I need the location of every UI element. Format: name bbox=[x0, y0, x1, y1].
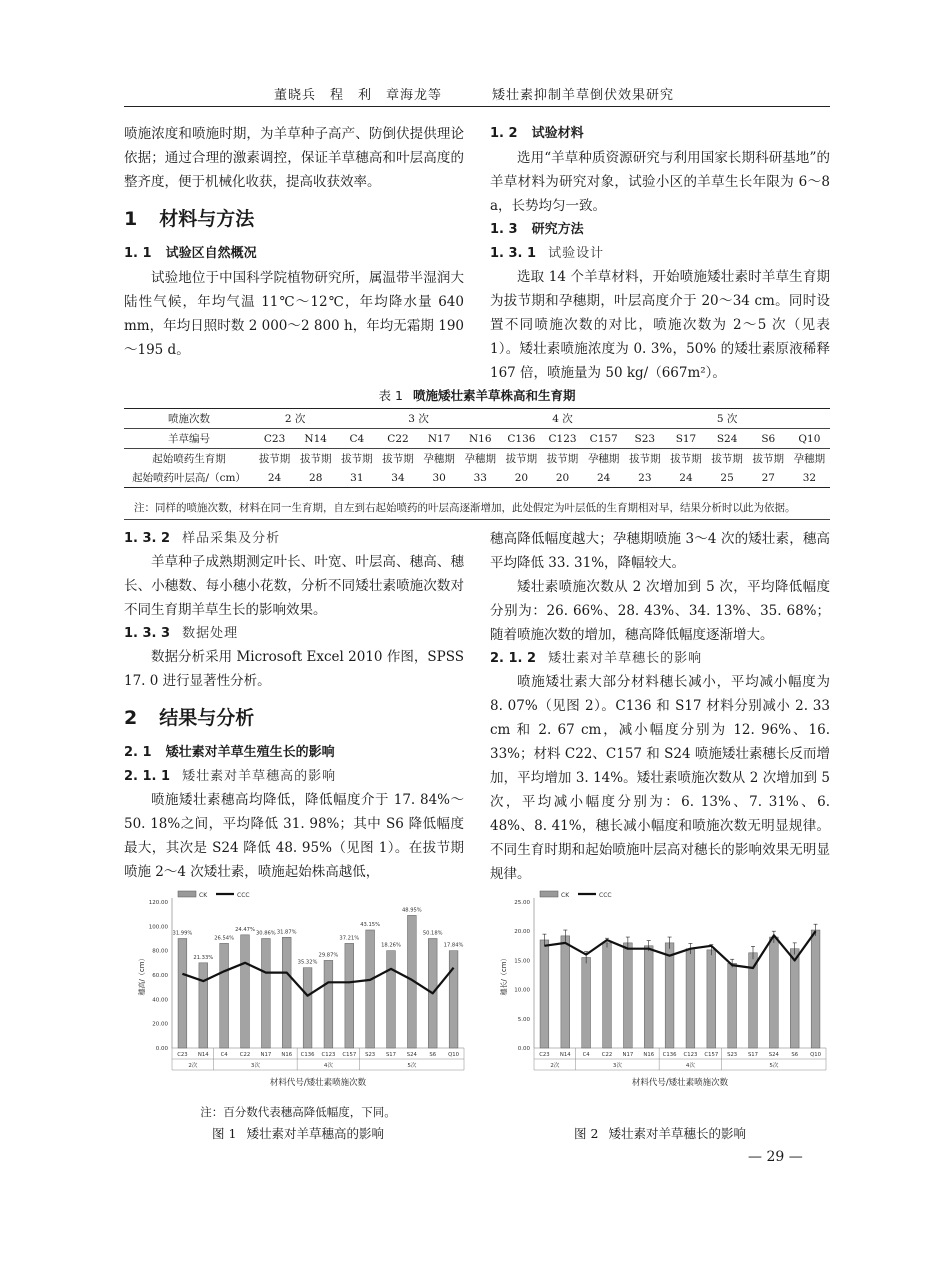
table-cell: C4 bbox=[336, 429, 377, 449]
bar-ck bbox=[303, 968, 312, 1048]
x-tick-label: S23 bbox=[727, 1052, 738, 1058]
x-axis-label: 材料代号/矮壮素喷施次数 bbox=[269, 1078, 367, 1088]
section-number: 1. 3. 1 bbox=[490, 246, 537, 261]
table-cell: 孕穗期 bbox=[464, 453, 497, 465]
section-number: 1. 2 bbox=[490, 126, 518, 141]
y-tick-label: 100.00 bbox=[148, 924, 168, 931]
section-number: 1 bbox=[124, 208, 138, 230]
section-1-heading bbox=[124, 204, 464, 234]
row-header: 羊草编号 bbox=[124, 429, 254, 449]
x-tick-label: N16 bbox=[643, 1052, 655, 1058]
paragraph: 喷施矮壮素穗高均降低，降低幅度介于 17. 84%～50. 18%之间，平均降低 31. 98%；其中 S6 降低幅度最大，其次是 S24 降低 48. 95%（见图 1）。在拔节期喷施 2～4 次矮壮素，喷施起始株高越低， bbox=[124, 792, 464, 880]
table-cell: 拔节期 bbox=[711, 453, 743, 465]
bar-data-label: 48.95% bbox=[401, 907, 422, 914]
running-header bbox=[124, 82, 830, 107]
x-tick-label: C4 bbox=[582, 1052, 590, 1058]
table-cell: C22 bbox=[377, 429, 418, 449]
table-row bbox=[124, 468, 830, 488]
table-cell: N17 bbox=[419, 429, 460, 449]
table-cell: 拔节期 bbox=[258, 453, 291, 465]
section-title: 试验设计 bbox=[548, 246, 605, 261]
table-cell: C157 bbox=[583, 429, 624, 449]
bar-data-label: 50.18% bbox=[422, 930, 443, 937]
group-label: 5次 bbox=[407, 1063, 417, 1069]
y-tick-label: 15.00 bbox=[514, 958, 530, 965]
bar-ck bbox=[178, 939, 187, 1049]
bar-data-label: 17.84% bbox=[443, 942, 464, 949]
table-cell: C123 bbox=[542, 429, 583, 449]
figure-2 bbox=[490, 886, 830, 1105]
table-row bbox=[124, 449, 830, 469]
x-tick-label: S24 bbox=[406, 1052, 417, 1058]
x-tick-label: C23 bbox=[539, 1052, 550, 1058]
bar-data-label: 26.54% bbox=[214, 935, 235, 942]
group-label: 4次 bbox=[323, 1063, 333, 1069]
bar-ck bbox=[728, 963, 737, 1048]
group-label: 2次 bbox=[550, 1063, 560, 1069]
table-title-text: 喷施矮壮素羊草株高和生育期 bbox=[412, 388, 576, 403]
bar-data-label: 24.47% bbox=[235, 926, 255, 933]
bar-data-label: 37.21% bbox=[339, 935, 360, 942]
section-title: 研究方法 bbox=[531, 222, 584, 237]
x-tick-label: S17 bbox=[385, 1052, 397, 1058]
section-number: 1. 3. 3 bbox=[124, 626, 171, 641]
y-tick-label: 0.00 bbox=[155, 1046, 168, 1052]
x-tick-label: C136 bbox=[300, 1052, 315, 1058]
chart-2 bbox=[490, 886, 830, 1101]
x-tick-label: N16 bbox=[281, 1052, 293, 1058]
page-number: — 29 — bbox=[748, 1149, 803, 1165]
left-column-top bbox=[124, 122, 464, 362]
paragraph: 矮壮素喷施次数从 2 次增加到 5 次，平均降低幅度分别为：26. 66%、28. 43%、34. 13%、35. 68%；随着喷施次数的增加，穗高降低幅度逐渐增大。 bbox=[490, 579, 830, 643]
table-cell: 拔节期 bbox=[299, 453, 332, 465]
bar-ck bbox=[790, 949, 799, 1048]
table-cell: 33 bbox=[473, 471, 487, 484]
table-cell: C136 bbox=[501, 429, 542, 449]
table-cell: 20 bbox=[514, 471, 529, 484]
table-note: 注：同样的喷施次数，材料在同一生育期，自左到右起始喷药的叶层高逐渐增加，此处假定为叶层低的生育期相对早，结果分析时以此为依据。 bbox=[134, 502, 796, 514]
right-column-top bbox=[490, 122, 830, 385]
section-1-3-1-heading bbox=[490, 242, 830, 265]
group-label: 3次 bbox=[612, 1063, 622, 1069]
table-cell: S23 bbox=[624, 429, 665, 449]
x-tick-label: N17 bbox=[622, 1052, 634, 1058]
section-title: 数据处理 bbox=[182, 626, 239, 641]
section-1-2-heading bbox=[490, 122, 830, 146]
bar-ck bbox=[686, 949, 695, 1048]
bar-ck bbox=[324, 960, 333, 1048]
bar-data-label: 31.87% bbox=[276, 929, 297, 936]
bar-ck bbox=[241, 935, 250, 1048]
y-axis-label: 穗高/（cm） bbox=[138, 954, 146, 996]
table-cell: 23 bbox=[638, 471, 652, 484]
table-cell: 3 次 bbox=[336, 409, 501, 429]
bar-data-label: 35.32% bbox=[297, 959, 318, 966]
y-tick-label: 0.00 bbox=[517, 1046, 530, 1052]
table-cell: 拔节期 bbox=[505, 453, 538, 465]
table-cell: 孕穗期 bbox=[793, 453, 826, 465]
table-cell: 28 bbox=[309, 471, 323, 484]
bar-data-label: 29.87% bbox=[318, 952, 339, 959]
x-tick-label: C22 bbox=[239, 1052, 251, 1058]
paragraph: 选用“羊草种质资源研究与利用国家长期科研基地”的羊草材料为研究对象，试验小区的羊草生长年限为 6～8 a，长势均匀一致。 bbox=[490, 150, 830, 214]
table-1 bbox=[124, 408, 830, 488]
y-tick-label: 25.00 bbox=[514, 900, 530, 906]
y-tick-label: 20.00 bbox=[152, 1021, 168, 1028]
table-cell: S24 bbox=[707, 429, 748, 449]
section-title: 试验材料 bbox=[531, 126, 584, 141]
bar-ck bbox=[811, 930, 820, 1048]
paragraph: 喷施矮壮素大部分材料穗长减小，平均减小幅度为 8. 07%（见图 2）。C136 和 S17 材料分别减小 2. 33 cm 和 2. 67 cm，减小幅度分别为 12. 96%、16. 33%；材料 C22、C157 和 S24 喷施矮壮素穗长反而增加，平均增加 3. 14%。矮壮素喷施次数从 2 次增加到 5 次，平均减小幅度分别为：6. 13%、7. 31%、6. 48%、8. 41%，穗长减小幅度和喷施次数无明显规律。不同生育时期和起始喷施叶层高对穗长的影响效果无明显规律。 bbox=[490, 674, 830, 882]
table-cell: 27 bbox=[761, 471, 775, 484]
x-tick-label: C23 bbox=[177, 1052, 188, 1058]
group-label: 3次 bbox=[250, 1063, 260, 1069]
section-title: 结果与分析 bbox=[159, 707, 255, 729]
row-header: 喷施次数 bbox=[124, 409, 254, 429]
section-title: 矮壮素对羊草生殖生长的影响 bbox=[165, 745, 335, 760]
y-tick-label: 5.00 bbox=[517, 1016, 530, 1023]
x-tick-label: S17 bbox=[747, 1052, 759, 1058]
left-column-bottom bbox=[124, 527, 464, 884]
bar-ck bbox=[199, 963, 208, 1048]
bar-data-label: 31.99% bbox=[172, 930, 193, 937]
group-label: 5次 bbox=[769, 1063, 779, 1069]
bar-data-label: 43.15% bbox=[360, 921, 381, 928]
section-1-3-heading bbox=[490, 218, 830, 242]
paragraph: 羊草种子成熟期测定叶长、叶宽、叶层高、穗高、穗长、小穗数、每小穗小花数，分析不同矮壮素喷施次数对不同生育期羊草生长的影响效果。 bbox=[124, 554, 464, 618]
table-cell: 孕穗期 bbox=[587, 453, 620, 465]
table-cell: 2 次 bbox=[254, 409, 336, 429]
right-column-bottom bbox=[490, 527, 830, 886]
y-tick-label: 40.00 bbox=[152, 997, 168, 1004]
table-cell: C23 bbox=[254, 429, 295, 449]
x-tick-label: C136 bbox=[662, 1052, 677, 1058]
table-cell: N16 bbox=[460, 429, 501, 449]
table-number: 表 1 bbox=[378, 388, 403, 403]
section-number: 2. 1. 1 bbox=[124, 769, 171, 784]
bar-ck bbox=[387, 951, 396, 1048]
section-number: 1. 3 bbox=[490, 222, 518, 237]
table-cell: 拔节期 bbox=[382, 453, 414, 465]
table-title bbox=[124, 386, 830, 404]
x-axis-label: 材料代号/矮壮素喷施次数 bbox=[631, 1078, 729, 1088]
bar-ck bbox=[540, 940, 549, 1048]
legend-label-ccc: CCC bbox=[237, 892, 250, 899]
table-cell: Q10 bbox=[789, 429, 830, 449]
table-cell: 拔节期 bbox=[752, 453, 784, 465]
bar-ck bbox=[261, 939, 270, 1049]
table-cell: 拔节期 bbox=[546, 453, 579, 465]
table-cell: 拔节期 bbox=[629, 453, 661, 465]
header-title: 矮壮素抑制羊草倒伏效果研究 bbox=[492, 88, 675, 103]
section-number: 2. 1. 2 bbox=[490, 651, 537, 666]
table-cell: 5 次 bbox=[624, 409, 830, 429]
y-tick-label: 10.00 bbox=[514, 987, 530, 994]
paragraph: 选取 14 个羊草材料，开始喷施矮壮素时羊草生育期为拔节期和孕穗期，叶层高度介于 20～34 cm。同时设置不同喷施次数的对比，喷施次数为 2～5 次（见表 1）。矮壮素喷施浓度为 0. 3%，50% 的矮壮素原液稀释 167 倍，喷施量为 50 kg/（667m²）。 bbox=[490, 269, 830, 381]
x-tick-label: C157 bbox=[342, 1052, 357, 1058]
x-tick-label: N17 bbox=[260, 1052, 272, 1058]
section-title: 样品采集及分析 bbox=[182, 531, 281, 546]
row-header: 起始喷药生育期 bbox=[152, 453, 226, 465]
paragraph: 数据分析采用 Microsoft Excel 2010 作图，SPSS 17. 0 进行显著性分析。 bbox=[124, 649, 464, 689]
bar-data-label: 21.33% bbox=[193, 954, 214, 961]
table-cell: S17 bbox=[665, 429, 706, 449]
table-row bbox=[124, 429, 830, 449]
x-tick-label: S6 bbox=[791, 1052, 799, 1058]
figure-number: 图 2 bbox=[574, 1126, 599, 1141]
figure-1 bbox=[128, 886, 468, 1105]
section-title: 矮壮素对羊草穗高的影响 bbox=[182, 769, 337, 784]
table-cell: N14 bbox=[295, 429, 336, 449]
bar-ck bbox=[665, 943, 674, 1048]
section-1-3-3-heading bbox=[124, 622, 464, 645]
table-cell: 34 bbox=[391, 471, 405, 484]
section-number: 1. 1 bbox=[124, 246, 152, 261]
section-title: 矮壮素对羊草穗长的影响 bbox=[548, 651, 703, 666]
divider bbox=[124, 519, 830, 520]
bar-ck bbox=[582, 957, 591, 1048]
bar-ck bbox=[282, 937, 291, 1048]
table-cell: 24 bbox=[597, 471, 611, 484]
bar-ck bbox=[644, 946, 653, 1048]
bar-ck bbox=[561, 936, 570, 1048]
row-header: 起始喷药叶层高/（cm） bbox=[132, 472, 246, 484]
y-tick-label: 80.00 bbox=[152, 948, 168, 955]
x-tick-label: C123 bbox=[321, 1052, 336, 1058]
x-tick-label: Q10 bbox=[448, 1052, 460, 1058]
y-tick-label: 60.00 bbox=[152, 973, 168, 979]
legend-swatch-ck bbox=[178, 891, 196, 897]
legend-label-ck: CK bbox=[199, 892, 208, 899]
paragraph: 穗高降低幅度越大；孕穗期喷施 3～4 次的矮壮素，穗高平均降低 33. 31%，降幅较大。 bbox=[490, 531, 830, 571]
table-cell: 30 bbox=[432, 471, 446, 484]
table-cell: 24 bbox=[679, 471, 693, 484]
section-title: 试验区自然概况 bbox=[165, 246, 257, 261]
x-tick-label: N14 bbox=[559, 1052, 571, 1058]
group-label: 4次 bbox=[685, 1063, 695, 1069]
bar-ck bbox=[623, 943, 632, 1048]
x-tick-label: C22 bbox=[601, 1052, 613, 1058]
legend-swatch-ck bbox=[540, 891, 558, 897]
table-cell: 4 次 bbox=[501, 409, 624, 429]
figure-title: 矮壮素对羊草穗高的影响 bbox=[246, 1126, 384, 1141]
x-tick-label: S23 bbox=[365, 1052, 376, 1058]
y-axis-label: 穗长/（cm） bbox=[500, 954, 508, 996]
table-cell: 拔节期 bbox=[341, 453, 373, 465]
intro-paragraph: 喷施浓度和喷施时期，为羊草种子高产、防倒伏提供理论依据；通过合理的激素调控，保证羊草穗高和叶层高度的整齐度，便于机械化收获，提高收获效率。 bbox=[124, 126, 464, 190]
bar-ck bbox=[707, 950, 716, 1048]
group-label: 2次 bbox=[188, 1063, 198, 1069]
y-tick-label: 120.00 bbox=[148, 900, 168, 906]
table-cell: 拔节期 bbox=[670, 453, 702, 465]
section-2-1-1-heading bbox=[124, 765, 464, 788]
bar-ck bbox=[366, 930, 375, 1048]
section-2-1-heading bbox=[124, 741, 464, 765]
legend-label-ccc: CCC bbox=[599, 892, 612, 899]
bar-ck bbox=[769, 937, 778, 1048]
bar-data-label: 30.86% bbox=[255, 930, 276, 937]
section-number: 1. 3. 2 bbox=[124, 531, 171, 546]
figure-number: 图 1 bbox=[212, 1126, 237, 1141]
bar-ck bbox=[449, 951, 458, 1048]
x-tick-label: Q10 bbox=[810, 1052, 822, 1058]
table-cell: 20 bbox=[555, 471, 570, 484]
figure-1-caption bbox=[128, 1124, 468, 1142]
table-cell: 孕穗期 bbox=[423, 453, 455, 465]
table-cell: 24 bbox=[267, 471, 282, 484]
table-cell: S6 bbox=[748, 429, 789, 449]
chart-1 bbox=[128, 886, 468, 1101]
section-number: 2. 1 bbox=[124, 745, 152, 760]
x-tick-label: C4 bbox=[220, 1052, 228, 1058]
x-tick-label: S24 bbox=[768, 1052, 779, 1058]
table-cell: 32 bbox=[802, 471, 817, 484]
bar-ck bbox=[220, 943, 229, 1048]
table-cell: 31 bbox=[350, 471, 364, 484]
section-title: 材料与方法 bbox=[159, 208, 255, 230]
x-tick-label: S6 bbox=[429, 1052, 437, 1058]
figure-2-caption bbox=[490, 1124, 830, 1142]
x-tick-label: C157 bbox=[704, 1052, 719, 1058]
table-cell: 25 bbox=[720, 471, 734, 484]
header-authors: 董晓兵 程 利 章海龙等 bbox=[274, 88, 443, 103]
section-1-1-heading bbox=[124, 242, 464, 266]
section-1-3-2-heading bbox=[124, 527, 464, 550]
bar-ck bbox=[345, 943, 354, 1048]
bar-ck bbox=[603, 943, 612, 1048]
legend-label-ck: CK bbox=[561, 892, 570, 899]
x-tick-label: C123 bbox=[683, 1052, 698, 1058]
y-tick-label: 20.00 bbox=[514, 929, 530, 936]
section-number: 2 bbox=[124, 707, 138, 729]
section-2-1-2-heading bbox=[490, 647, 830, 670]
figure-1-note: 注：百分数代表穗高降低幅度，下同。 bbox=[200, 1105, 396, 1119]
x-tick-label: N14 bbox=[197, 1052, 209, 1058]
section-2-heading bbox=[124, 703, 464, 733]
figure-title: 矮壮素对羊草穗长的影响 bbox=[608, 1126, 746, 1141]
paragraph: 试验地位于中国科学院植物研究所，属温带半湿润大陆性气候，年均气温 11℃～12℃，年均降水量 640 mm，年均日照时数 2 000～2 800 h，年均无霜期 190～195 d。 bbox=[124, 270, 464, 358]
bar-data-label: 18.26% bbox=[381, 942, 401, 949]
table-row bbox=[124, 409, 830, 429]
